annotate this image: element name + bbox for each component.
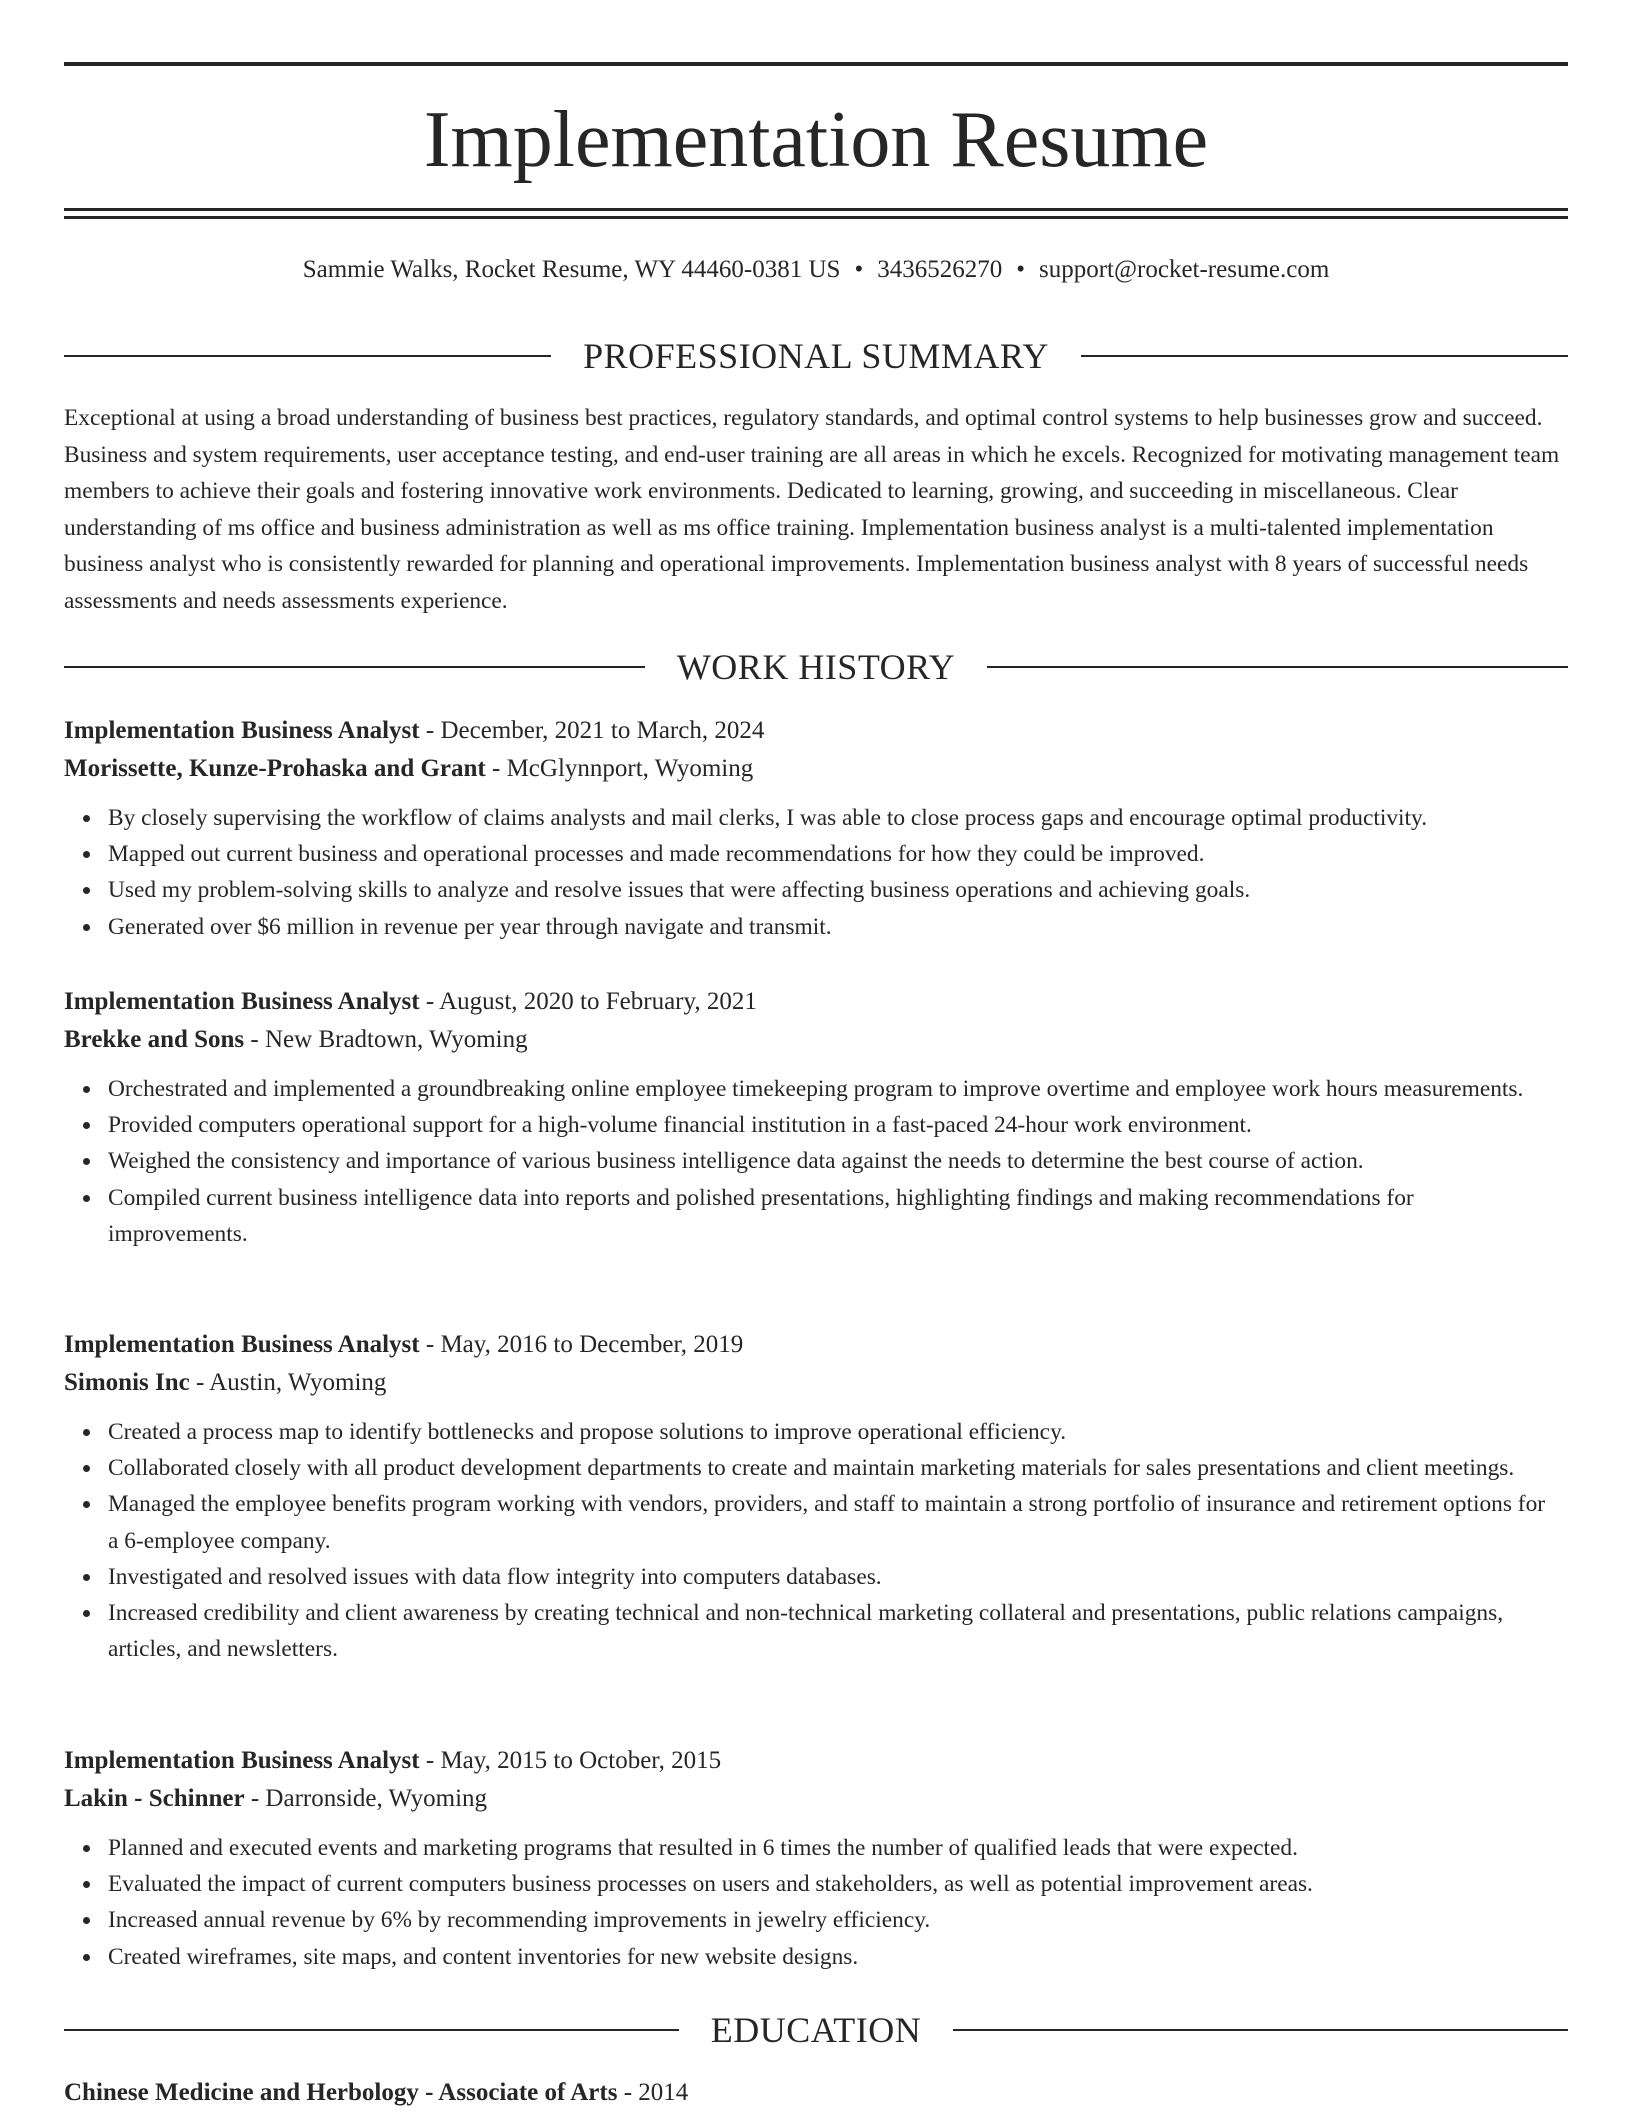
job-dates: - May, 2015 to October, 2015 xyxy=(419,1747,722,1774)
job-bullet: Compiled current business intelligence data into reports and polished presentations, highlighting findings and making recommendations for improvements. xyxy=(108,1180,1568,1252)
job-bullet: Weighed the consistency and importance of various business intelligence data against the needs to determine the best course of action. xyxy=(108,1143,1568,1179)
job-location: - New Bradtown, Wyoming xyxy=(244,1026,528,1053)
professional-summary-text: Exceptional at using a broad understanding of business best practices, regulatory standards, and optimal control systems to help businesses grow and succeed. Business and system requirements, user acceptance testing, and end-user training are all areas in which he excels. Recognized for motivating management team members to achieve their goals and fostering innovative work environments. Dedicated to learning, growing, and succeeding in miscellaneous. Clear understanding of ms office and business administration as well as ms office training. Implementation business analyst is a multi-talented implementation business analyst who is consistently rewarded for planning and operational improvements. Implementation business analyst with 8 years of successful needs assessments and needs assessments experience. xyxy=(64,405,1560,614)
job-title-line xyxy=(64,1326,1568,1364)
contact-phone: 3436526270 xyxy=(877,256,1003,283)
job-bullet: Created wireframes, site maps, and content inventories for new website designs. xyxy=(108,1939,1568,1975)
contact-separator: • xyxy=(854,256,864,283)
job-title: Implementation Business Analyst xyxy=(64,1747,420,1774)
education-year: - 2014 xyxy=(617,2079,689,2106)
job-company-line xyxy=(64,1021,1568,1059)
job-dates: - May, 2016 to December, 2019 xyxy=(419,1331,744,1358)
section-rule-left xyxy=(64,2029,679,2031)
job-bullet: Provided computers operational support for a high-volume financial institution in a fast-paced 24-hour work environment. xyxy=(108,1107,1568,1143)
job-bullet: Collaborated closely with all product development departments to create and maintain marketing materials for sales presentations and client meetings. xyxy=(108,1450,1568,1486)
section-rule-right xyxy=(1081,355,1568,357)
job-bullet: Increased credibility and client awareness by creating technical and non-technical marketing collateral and presentations, public relations campaigns, articles, and newsletters. xyxy=(108,1595,1568,1667)
job-title: Implementation Business Analyst xyxy=(64,988,420,1015)
job-bullet: By closely supervising the workflow of claims analysts and mail clerks, I was able to close process gaps and encourage optimal productivity. xyxy=(108,800,1568,836)
job-entry xyxy=(64,1742,1568,1975)
job-title: Implementation Business Analyst xyxy=(64,1331,420,1358)
top-rule xyxy=(64,62,1568,66)
section-heading-education xyxy=(64,2008,1568,2052)
job-bullets xyxy=(64,1414,1568,1667)
job-location: - Austin, Wyoming xyxy=(189,1369,387,1396)
job-bullet: Used my problem-solving skills to analyze and resolve issues that were affecting business operations and achieving goals. xyxy=(108,872,1568,908)
section-heading-summary xyxy=(64,334,1568,378)
title-rule-upper xyxy=(64,208,1568,211)
job-company: Simonis Inc xyxy=(64,1369,190,1396)
education-entry xyxy=(64,2074,1568,2112)
contact-address: Sammie Walks, Rocket Resume, WY 44460-0381 US xyxy=(302,256,841,283)
job-bullet: Created a process map to identify bottlenecks and propose solutions to improve operational efficiency. xyxy=(108,1414,1568,1450)
job-title: Implementation Business Analyst xyxy=(64,717,420,744)
job-entry xyxy=(64,1326,1568,1667)
job-bullet: Investigated and resolved issues with data flow integrity into computers databases. xyxy=(108,1559,1568,1595)
page-title: Implementation Resume xyxy=(423,96,1209,184)
job-bullet: Orchestrated and implemented a groundbreaking online employee timekeeping program to improve overtime and employee work hours measurements. xyxy=(108,1071,1568,1107)
title-rule-lower xyxy=(64,216,1568,219)
section-rule-right xyxy=(953,2029,1568,2031)
job-title-line xyxy=(64,712,1568,750)
section-title-summary: PROFESSIONAL SUMMARY xyxy=(583,336,1049,376)
job-location: - Darronside, Wyoming xyxy=(244,1785,488,1812)
job-company-line xyxy=(64,1780,1568,1818)
job-company: Brekke and Sons xyxy=(64,1026,245,1053)
job-bullet: Managed the employee benefits program working with vendors, providers, and staff to maintain a strong portfolio of insurance and retirement options for a 6-employee company. xyxy=(108,1486,1568,1558)
section-rule-left xyxy=(64,666,645,668)
job-title-line xyxy=(64,1742,1568,1780)
job-title-line xyxy=(64,983,1568,1021)
job-company-line xyxy=(64,750,1568,788)
job-bullets xyxy=(64,1071,1568,1252)
job-location: - McGlynnport, Wyoming xyxy=(485,755,754,782)
education-degree: Chinese Medicine and Herbology - Associate of Arts xyxy=(64,2079,618,2106)
job-bullets xyxy=(64,800,1568,945)
contact-line xyxy=(64,252,1568,288)
job-bullet: Evaluated the impact of current computers business processes on users and stakeholders, as well as potential improvement areas. xyxy=(108,1866,1568,1902)
job-company-line xyxy=(64,1364,1568,1402)
job-bullet: Generated over $6 million in revenue per year through navigate and transmit. xyxy=(108,909,1568,945)
section-title-work-history: WORK HISTORY xyxy=(676,647,956,687)
section-heading-work-history xyxy=(64,645,1568,689)
job-bullet: Increased annual revenue by 6% by recommending improvements in jewelry efficiency. xyxy=(108,1902,1568,1938)
job-company: Morissette, Kunze-Prohaska and Grant xyxy=(64,755,486,782)
job-entry xyxy=(64,983,1568,1252)
contact-separator: • xyxy=(1016,256,1025,283)
job-bullet: Planned and executed events and marketing programs that resulted in 6 times the number of qualified leads that were expected. xyxy=(108,1830,1568,1866)
section-rule-left xyxy=(64,355,551,357)
job-bullet: Mapped out current business and operational processes and made recommendations for how they could be improved. xyxy=(108,836,1568,872)
section-rule-right xyxy=(987,666,1568,668)
job-dates: - August, 2020 to February, 2021 xyxy=(419,988,757,1015)
section-title-education: EDUCATION xyxy=(710,2010,922,2050)
job-bullets xyxy=(64,1830,1568,1975)
contact-email: support@rocket-resume.com xyxy=(1039,256,1330,283)
job-company: Lakin - Schinner xyxy=(64,1785,245,1812)
job-entry xyxy=(64,712,1568,945)
job-dates: - December, 2021 to March, 2024 xyxy=(419,717,765,744)
